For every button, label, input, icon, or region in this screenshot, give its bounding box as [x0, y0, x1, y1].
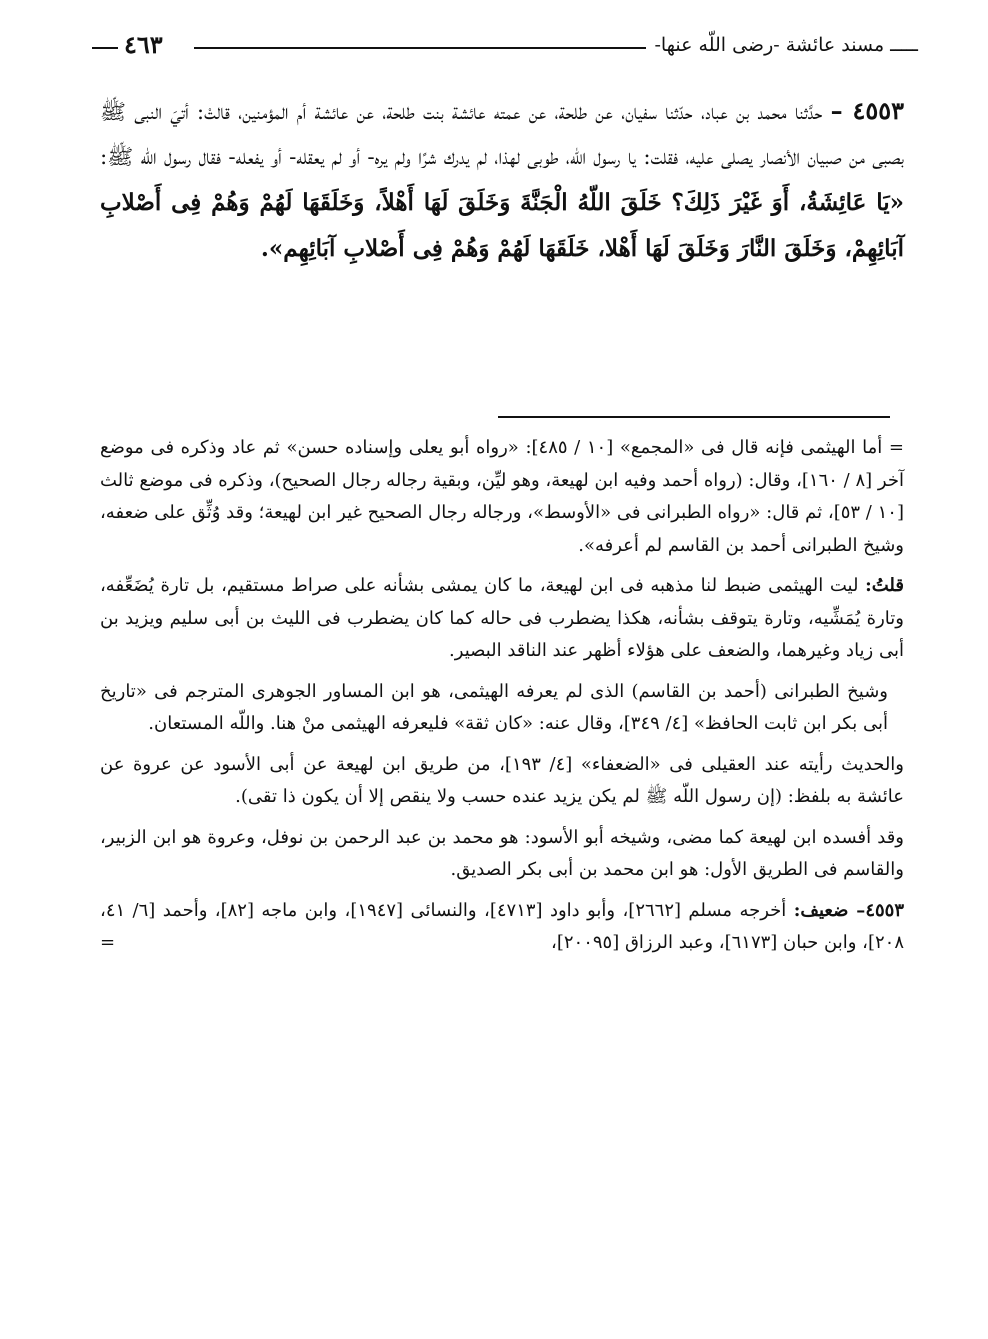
- page-number: ٤٦٣: [124, 30, 163, 59]
- footnote-paragraph: والحديث رأيته عند العقيلى فى «الضعفاء» [٤/ ١٩٣]، من طريق ابن لهيعة عن أبى الأسود عن عروة عن عائشة به بلفظ: (إن رسول اللّه ﷺ لم يكن يزيد عنده حسب ولا ينقص إلا أن يكون ذا تقى).: [100, 753, 904, 807]
- header-title: ـــــ مسند عائشة -رضى اللّه عنها-: [654, 34, 918, 56]
- hadith-number: ٤٥٥٣ –: [830, 96, 905, 125]
- footnote-paragraph: [100, 570, 904, 668]
- hadith-body: [100, 88, 904, 272]
- header-rule: [194, 47, 646, 49]
- footnote-label: قلتُ:: [865, 575, 904, 596]
- footnote-text: أخرجه مسلم [٢٦٦٢]، وأبو داود [٤٧١٣]، والنسائى [١٩٤٧]، وابن ماجه [٨٢]، وأحمد [٦/ ٤١، ٢٠٨]، وابن حبان [٦١٧٣]، وعبد الرزاق [٢٠٠٩٥]،: [100, 899, 904, 953]
- footnote-paragraph: = أما الهيثمى فإنه قال فى «المجمع» [١٠ / ٤٨٥]: «رواه أبو يعلى وإسناده حسن» ثم عاد وذكره فى موضع آخر [٨ / ١٦٠]، وقال: (رواه أحمد وفيه ابن لهيعة، وهو ليِّن، وبقية رجاله رجال الصحيح)، وذكره فى موضع ثالث [١٠ / ٥٣]، ثم قال: «رواه الطبرانى فى «الأوسط»، ورجاله رجال الصحيح غير ابن لهيعة؛ وقد وُثِّق على ضعفه، وشيخ الطبرانى أحمد بن القاسم لم أعرفه».: [100, 437, 904, 556]
- running-header: [92, 30, 918, 64]
- footnote-paragraph: وشيخ الطبرانى (أحمد بن القاسم) الذى لم يعرفه الهيثمى، هو ابن المساور الجوهرى المترجم فى «تاريخ أبى بكر ابن ثابت الحافظ» [٤/ ٣٤٩]، وقال عنه: «كان ثقة» فليعرفه الهيثمى منْ هنا. واللّه المستعان.: [100, 680, 888, 734]
- hadith-quote: «يَا عَائِشَةُ، أَوَ غَيْرَ ذَلِكَ؟ خَلَقَ اللّهُ الْجَنَّةَ وَخَلَقَ لَهَا أَهْلاً، وَخَلَقَهَا لَهُمْ وَهُمْ فِى أَصْلابِ آبَائِهِمْ، وَخَلَقَ النَّارَ وَخَلَقَ لَهَا أَهْلا، خَلَقَهَا لَهُمْ وَهُمْ فِى أَصْلابِ آبَائِهِم».: [100, 189, 904, 262]
- continuation-mark: =: [100, 932, 116, 953]
- footnote-label: ٤٥٥٣– ضعيف:: [793, 899, 904, 921]
- footnote-text: ليت الهيثمى ضبط لنا مذهبه فى ابن لهيعة، ما كان يمشى بشأنه على صراط مستقيم، بل تارة يُضَعِّفه، وتارة يُمَشِّيه، وتارة يتوقف بشأنه، هكذا يضطرب فى حاله كما كان يضطرب فى الليث بن أبى سليم ويزيد بن أبى زياد وغيرهما، والضعف على هؤلاء أظهر عند الناقد البصير.: [100, 575, 904, 661]
- footnote-separator: [498, 416, 890, 418]
- footnote-paragraph: وقد أفسده ابن لهيعة كما مضى، وشيخه أبو الأسود: هو محمد بن عبد الرحمن بن نوفل، وعروة هو ابن الزبير، والقاسم فى الطريق الأول: هو ابن محمد بن أبى بكر الصديق.: [100, 826, 904, 880]
- header-dash: [92, 47, 118, 49]
- hadith-intro: حدَّثنا محمد بن عباد، حدّثنا سفيان، عن طلحة، عن عمته عائشة بنت طلحة، عن عائشة أم المؤمنين، قالتْ: أتيَ النبى ﷺ بصبى من صبيان الأنصار يصلى عليه، فقلت: يا رسول اللّه، طوبى لهذا، لم يدرك شرًا ولم يره- أو لم يعقله- أو يفعله- فقال رسول اللّه ﷺ:: [100, 100, 904, 170]
- footnotes: [100, 432, 904, 968]
- footnote-takhrij: [100, 895, 904, 960]
